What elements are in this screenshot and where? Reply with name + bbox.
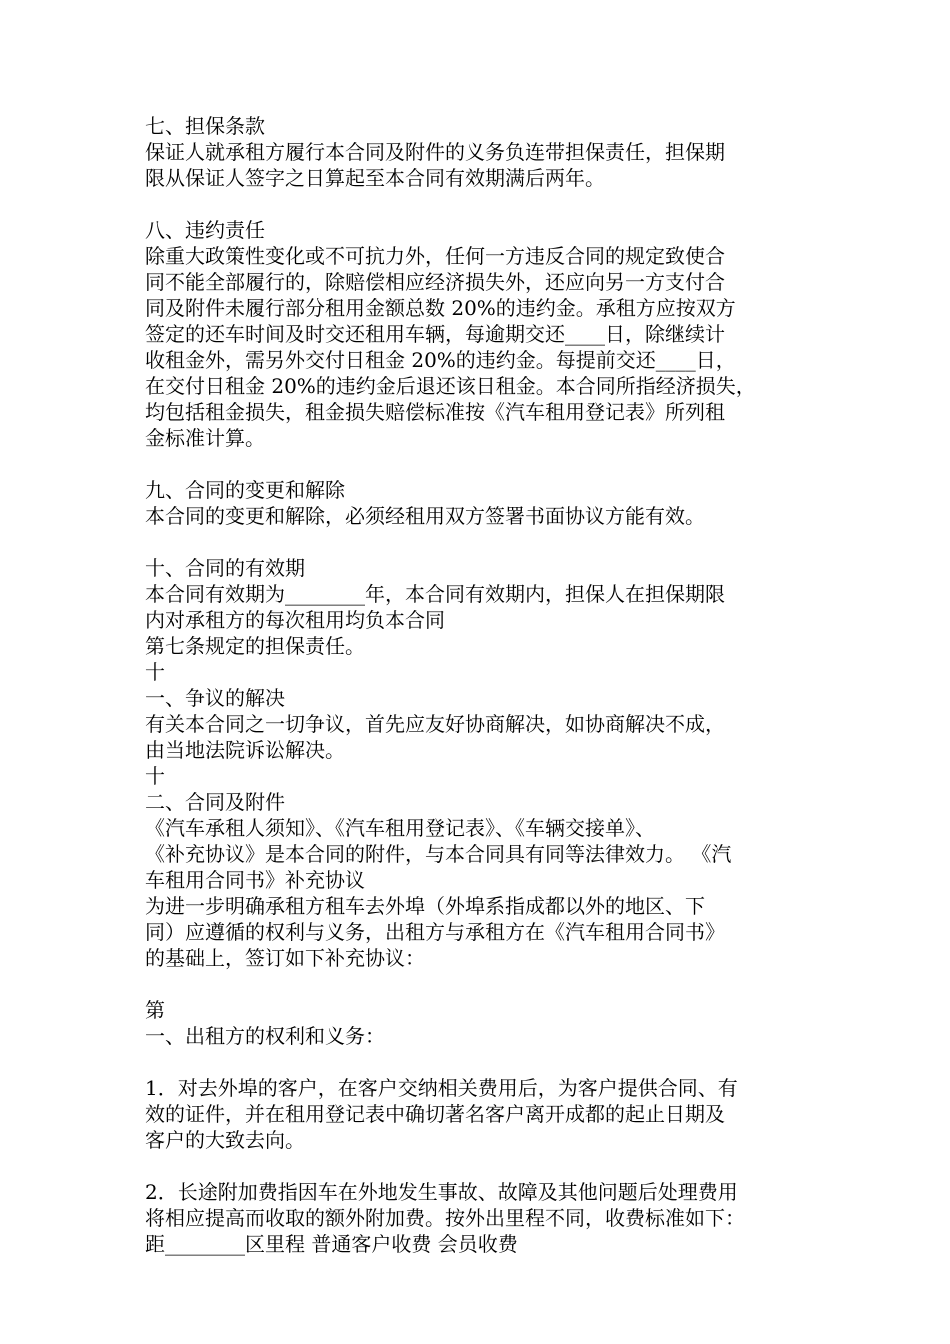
text-line: 签定的还车时间及时交还租用车辆，每逾期交还____日，除继续计 [145, 322, 725, 346]
text-line: 第七条规定的担保责任。 [145, 634, 365, 658]
text-line: 限从保证人签字之日算起至本合同有效期满后两年。 [145, 166, 605, 190]
text-line: 客户的大致去向。 [145, 1128, 305, 1152]
text-line: 金标准计算。 [145, 426, 265, 450]
text-line: 本合同有效期为________年，本合同有效期内，担保人在担保期限 [145, 582, 725, 606]
section-heading: 一、争议的解决 [145, 686, 285, 710]
text-line: 将相应提高而收取的额外附加费。按外出里程不同，收费标准如下： [145, 1206, 745, 1230]
paragraph-gap [145, 971, 815, 997]
text-line: 保证人就承租方履行本合同及附件的义务负连带担保责任，担保期 [145, 140, 725, 164]
paragraph-gap [145, 191, 815, 217]
section-heading: 七、担保条款 [145, 114, 265, 138]
section-heading: 十、合同的有效期 [145, 556, 305, 580]
text-line: 在交付日租金 20%的违约金后退还该日租金。本合同所指经济损失， [145, 374, 756, 398]
text-line: 均包括租金损失，租金损失赔偿标准按《汽车租用登记表》所列租 [145, 400, 725, 424]
section-liability [145, 217, 815, 451]
text-line: 由当地法院诉讼解决。 [145, 738, 345, 762]
text-line: 十 [145, 764, 165, 788]
section-lessor-rights [145, 997, 815, 1049]
text-line: 距________区里程 普通客户收费 会员收费 [145, 1232, 518, 1256]
text-line: 第 [145, 998, 165, 1022]
paragraph-gap [145, 451, 815, 477]
section-heading: 一、出租方的权利和义务： [145, 1024, 385, 1048]
section-modification [145, 477, 815, 529]
text-line: 同）应遵循的权利与义务，出租方与承租方在《汽车租用合同书》 [145, 920, 725, 944]
text-line: 车租用合同书》补充协议 [145, 868, 365, 892]
section-heading: 二、合同及附件 [145, 790, 285, 814]
document-page [145, 113, 815, 1257]
paragraph-gap [145, 1153, 815, 1179]
text-line: 收租金外，需另外交付日租金 20%的违约金。每提前交还____日， [145, 348, 736, 372]
text-line: 效的证件，并在租用登记表中确切著名客户离开成都的起止日期及 [145, 1102, 725, 1126]
paragraph-gap [145, 1049, 815, 1075]
text-line: 十 [145, 660, 165, 684]
text-line: 的基础上，签订如下补充协议： [145, 946, 425, 970]
text-line: 《补充协议》是本合同的附件，与本合同具有同等法律效力。 《汽 [145, 842, 732, 866]
text-line: 本合同的变更和解除，必须经租用双方签署书面协议方能有效。 [145, 504, 705, 528]
section-guarantee [145, 113, 815, 191]
text-line: 内对承租方的每次租用均负本合同 [145, 608, 445, 632]
clause-2 [145, 1179, 815, 1257]
text-line: 同及附件未履行部分租用金额总数 20%的违约金。承租方应按双方 [145, 296, 736, 320]
text-line: 同不能全部履行的，除赔偿相应经济损失外，还应向另一方支付合 [145, 270, 725, 294]
clause-1 [145, 1075, 815, 1153]
text-line: 为进一步明确承租方租车去外埠（外埠系指成都以外的地区、下 [145, 894, 705, 918]
text-line: 2．长途附加费指因车在外地发生事故、故障及其他问题后处理费用 [145, 1180, 738, 1204]
section-validity [145, 555, 815, 971]
text-line: 《汽车承租人须知》、《汽车租用登记表》、《车辆交接单》、 [145, 816, 655, 840]
text-line: 有关本合同之一切争议，首先应友好协商解决，如协商解决不成， [145, 712, 725, 736]
text-line: 除重大政策性变化或不可抗力外，任何一方违反合同的规定致使合 [145, 244, 725, 268]
section-heading: 八、违约责任 [145, 218, 265, 242]
paragraph-gap [145, 529, 815, 555]
text-line: 1．对去外埠的客户，在客户交纳相关费用后，为客户提供合同、有 [145, 1076, 738, 1100]
section-heading: 九、合同的变更和解除 [145, 478, 345, 502]
